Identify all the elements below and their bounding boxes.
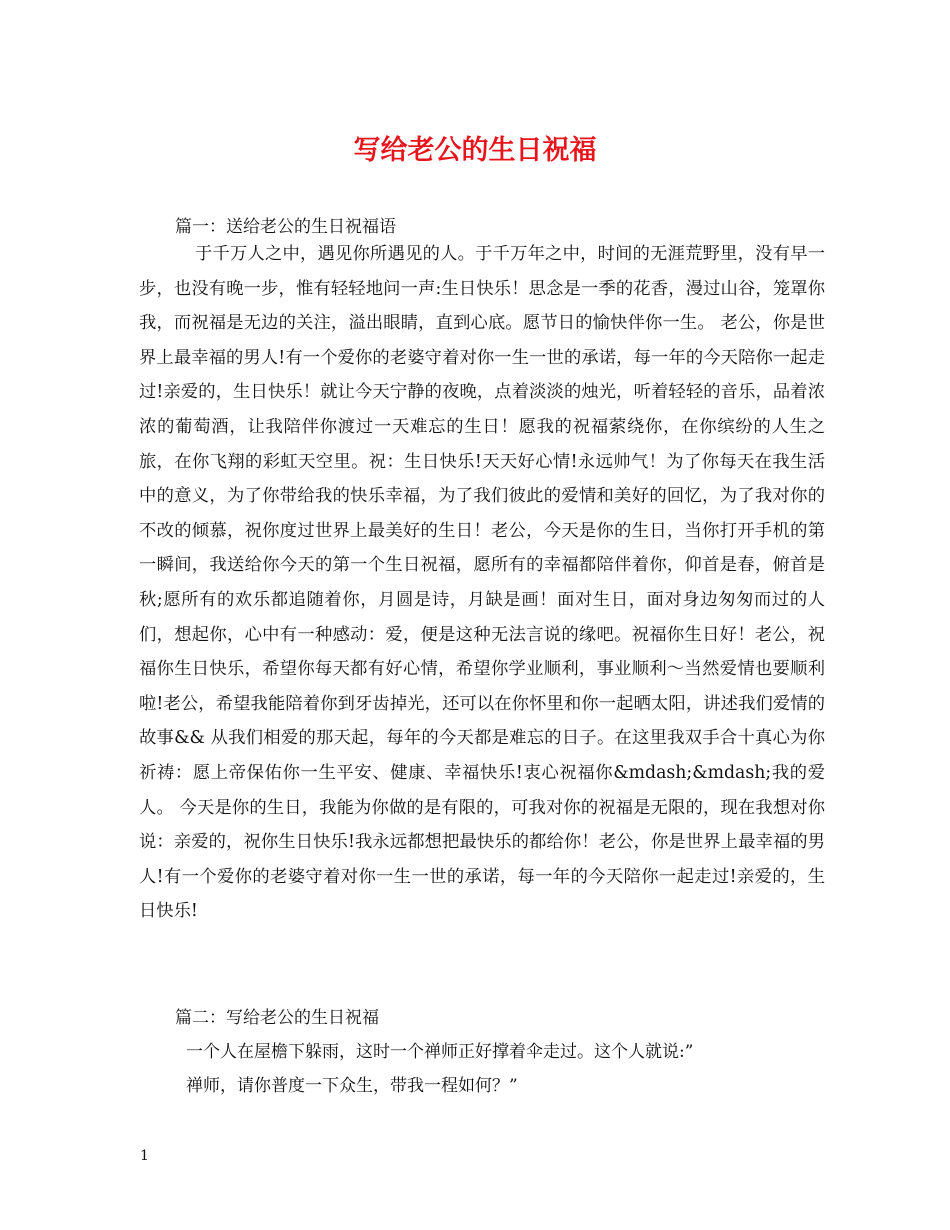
section-1-body: 于千万人之中，遇见你所遇见的人。于千万年之中，时间的无涯荒野里，没有早一步，也没有晚一步，惟有轻轻地问一声:生日快乐！思念是一季的花香，漫过山谷，笼罩你我，而祝福是无边的关注，溢出眼睛，直到心底。愿节日的愉快伴你一生。 老公，你是世界上最幸福的男人!有一个爱你的老婆守着对你一生一世的承诺，每一年的今天陪你一起走过!亲爱的，生日快乐！就让今天宁静的夜晚，点着淡淡的烛光，听着轻轻的音乐，品着浓浓的葡萄酒，让我陪伴你渡过一天难忘的生日！愿我的祝福萦绕你，在你缤纷的人生之旅，在你飞翔的彩虹天空里。祝：生日快乐!天天好心情!永远帅气！为了你每天在我生活中的意义，为了你带给我的快乐幸福，为了我们彼此的爱情和美好的回忆，为了我对你的不改的倾慕，祝你度过世界上最美好的生日！老公，今天是你的生日，当你打开手机的第一瞬间，我送给你今天的第一个生日祝福，愿所有的幸福都陪伴着你，仰首是春，俯首是秋;愿所有的欢乐都追随着你，月圆是诗，月缺是画！面对生日，面对身边匆匆而过的人们，想起你，心中有一种感动：爱，便是这种无法言说的缘吧。祝福你生日好！老公，祝福你生日快乐，希望你每天都有好心情，希望你学业顺利，事业顺利～当然爱情也要顺利啦!老公，希望我能陪着你到牙齿掉光，还可以在你怀里和你一起晒太阳，讲述我们爱情的故事&& 从我们相爱的那天起，每年的今天都是难忘的日子。在这里我双手合十真心为你祈祷：愿上帝保佑你一生平安、健康、幸福快乐!衷心祝福你&mdash;&mdash;我的爱人。 今天是你的生日，我能为你做的是有限的，可我对你的祝福是无限的，现在我想对你说：亲爱的，祝你生日快乐!我永远都想把最快乐的都给你！老公，你是世界上最幸福的男人!有一个爱你的老婆守着对你一生一世的承诺，每一年的今天陪你一起走过!亲爱的，生日快乐! (139, 244, 825, 922)
section-2-line-2: 禅师，请你普度一下众生，带我一程如何？” (186, 1076, 518, 1096)
section-2-heading: 篇二：写给老公的生日祝福 (175, 1008, 379, 1028)
section-2-line-1: 一个人在屋檐下躲雨，这时一个禅师正好撑着伞走过。这个人就说:” (186, 1042, 694, 1062)
section-1-heading: 篇一：送给老公的生日祝福语 (175, 217, 396, 237)
document-title: 写给老公的生日祝福 (353, 135, 597, 166)
page-number: 1 (140, 1148, 149, 1164)
